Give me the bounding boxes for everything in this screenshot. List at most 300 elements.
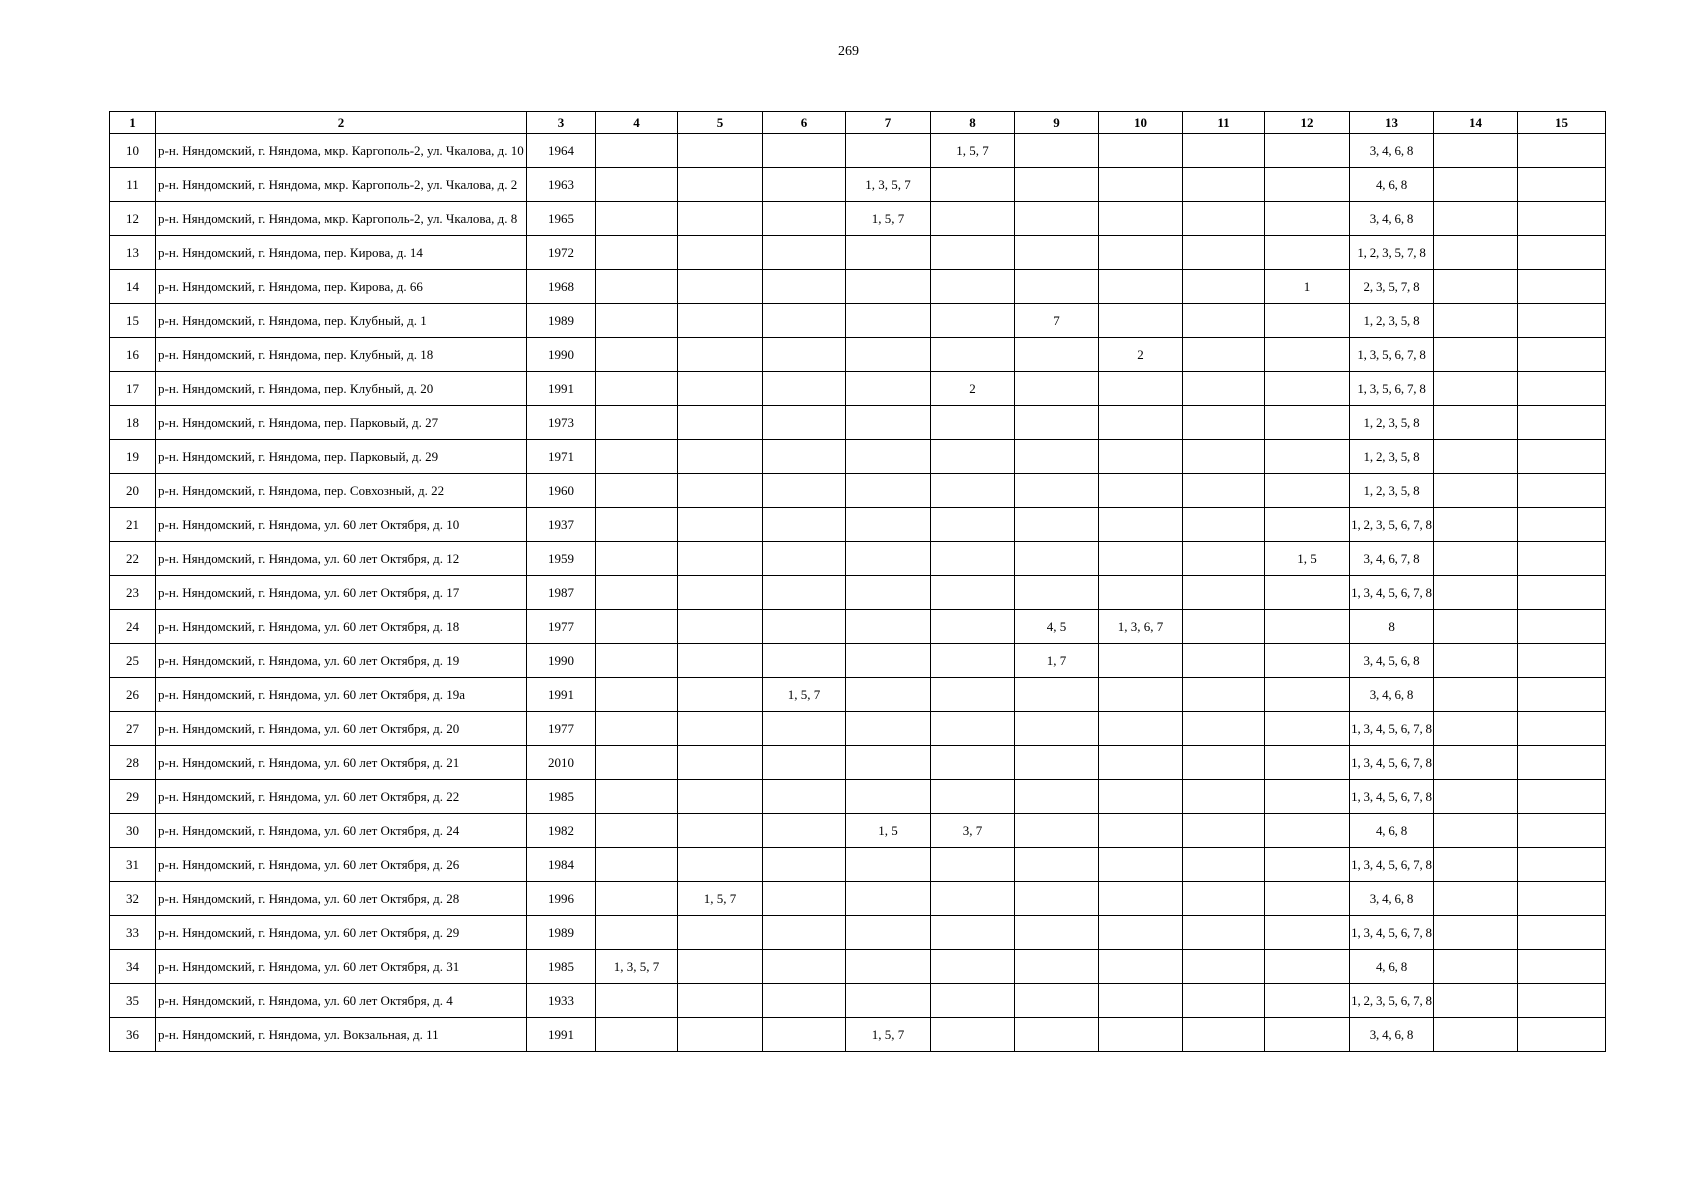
table-cell: 1964 [527,134,596,168]
table-cell [1015,950,1099,984]
table-cell: 29 [110,780,156,814]
table-cell [596,712,678,746]
table-cell [1265,1018,1350,1052]
table-cell: 1959 [527,542,596,576]
table-cell [596,440,678,474]
table-cell [1518,508,1606,542]
table-cell: р-н. Няндомский, г. Няндома, пер. Парковый, д. 29 [156,440,527,474]
column-header: 5 [678,112,763,134]
table-cell [1518,950,1606,984]
table-cell [1099,372,1183,406]
table-cell [678,372,763,406]
table-cell: 4, 6, 8 [1350,950,1434,984]
table-cell [596,984,678,1018]
table-cell [1518,610,1606,644]
table-cell [763,270,846,304]
table-cell [763,372,846,406]
table-cell [678,202,763,236]
table-cell: р-н. Няндомский, г. Няндома, ул. 60 лет Октября, д. 12 [156,542,527,576]
column-header: 11 [1183,112,1265,134]
table-cell [1518,644,1606,678]
table-row [110,202,1606,236]
table-cell [846,950,931,984]
table-cell [1265,304,1350,338]
table-cell [596,576,678,610]
table-row [110,984,1606,1018]
table-cell [931,338,1015,372]
table-cell [1434,236,1518,270]
table-cell [846,236,931,270]
table-cell [931,474,1015,508]
table-cell [1183,746,1265,780]
table-cell [678,746,763,780]
table-cell [1265,746,1350,780]
table-cell: 1, 2, 3, 5, 8 [1350,474,1434,508]
table-cell [1265,406,1350,440]
table-cell [1183,610,1265,644]
table-cell: 17 [110,372,156,406]
table-cell [1015,780,1099,814]
table-cell [1265,780,1350,814]
table-cell: 1, 5 [1265,542,1350,576]
table-cell [1099,1018,1183,1052]
table-cell [1099,440,1183,474]
table-cell [1518,202,1606,236]
table-cell [1518,1018,1606,1052]
table-cell [1099,542,1183,576]
table-cell [763,746,846,780]
table-cell: 33 [110,916,156,950]
table-cell [1518,236,1606,270]
table-cell [763,916,846,950]
table-cell [846,882,931,916]
table-cell [1015,1018,1099,1052]
table-cell [931,644,1015,678]
table-cell [846,304,931,338]
table-cell [1099,168,1183,202]
table-cell [1265,474,1350,508]
table-cell: 1996 [527,882,596,916]
table-cell: 1, 3, 4, 5, 6, 7, 8 [1350,746,1434,780]
table-cell [931,440,1015,474]
table-cell [763,304,846,338]
table-cell [596,746,678,780]
table-row [110,338,1606,372]
table-cell [1183,304,1265,338]
table-cell [678,236,763,270]
table-row [110,168,1606,202]
table-cell [1434,372,1518,406]
table-cell [678,916,763,950]
table-cell [846,406,931,440]
table-cell [678,848,763,882]
table-cell: 1, 3, 5, 7 [846,168,931,202]
column-header: 7 [846,112,931,134]
table-cell [763,236,846,270]
table-cell: 27 [110,712,156,746]
table-cell: 1, 3, 4, 5, 6, 7, 8 [1350,576,1434,610]
table-cell: р-н. Няндомский, г. Няндома, ул. 60 лет Октября, д. 26 [156,848,527,882]
table-cell [596,270,678,304]
table-cell [931,678,1015,712]
table-cell [1518,984,1606,1018]
table-cell: 1, 3, 5, 6, 7, 8 [1350,338,1434,372]
column-header: 8 [931,112,1015,134]
table-cell [846,610,931,644]
table-cell: 1, 5, 7 [763,678,846,712]
table-cell: 35 [110,984,156,1018]
table-cell [1099,304,1183,338]
table-cell [1015,678,1099,712]
table-cell: 1990 [527,338,596,372]
table-cell: р-н. Няндомский, г. Няндома, ул. 60 лет Октября, д. 4 [156,984,527,1018]
table-cell [1099,950,1183,984]
table-cell: 1, 5, 7 [846,1018,931,1052]
table-cell: р-н. Няндомский, г. Няндома, ул. 60 лет Октября, д. 29 [156,916,527,950]
table-cell [1183,916,1265,950]
header-row [110,112,1606,134]
table-cell: 13 [110,236,156,270]
table-cell: 32 [110,882,156,916]
table-cell [763,950,846,984]
table-cell [1015,712,1099,746]
table-cell: р-н. Няндомский, г. Няндома, ул. 60 лет Октября, д. 18 [156,610,527,644]
table-cell [846,440,931,474]
table-cell [1015,916,1099,950]
table-cell [596,542,678,576]
table-cell [931,304,1015,338]
column-header: 4 [596,112,678,134]
table-row [110,304,1606,338]
table-cell [846,644,931,678]
table-cell: 1977 [527,610,596,644]
table-cell [1265,372,1350,406]
table-cell [1183,134,1265,168]
table-cell: 1989 [527,916,596,950]
table-cell: 1985 [527,780,596,814]
column-header: 2 [156,112,527,134]
table-cell [846,984,931,1018]
table-cell: 24 [110,610,156,644]
table-cell [1015,440,1099,474]
table-cell: р-н. Няндомский, г. Няндома, ул. 60 лет Октября, д. 22 [156,780,527,814]
table-cell [678,134,763,168]
column-header: 9 [1015,112,1099,134]
table-cell [931,780,1015,814]
table-cell: 2, 3, 5, 7, 8 [1350,270,1434,304]
table-cell [1015,406,1099,440]
table-cell [931,746,1015,780]
table-cell [931,1018,1015,1052]
table-cell [1099,270,1183,304]
table-cell [1518,372,1606,406]
table-cell [596,848,678,882]
table-cell [1434,610,1518,644]
table-cell [596,338,678,372]
table-cell [1099,848,1183,882]
table-cell: р-н. Няндомский, г. Няндома, ул. Вокзальная, д. 11 [156,1018,527,1052]
table-cell [1183,542,1265,576]
table-cell [1434,338,1518,372]
table-cell [763,712,846,746]
table-cell [1265,576,1350,610]
table-cell [1099,916,1183,950]
table-row [110,746,1606,780]
table-cell: 1937 [527,508,596,542]
table-cell [846,270,931,304]
table-cell [1434,950,1518,984]
table-row [110,780,1606,814]
table-cell: р-н. Няндомский, г. Няндома, ул. 60 лет Октября, д. 19а [156,678,527,712]
table-cell [1183,678,1265,712]
table-cell [1099,984,1183,1018]
table-cell [1518,440,1606,474]
table-cell: 1933 [527,984,596,1018]
table-row [110,372,1606,406]
table-cell [596,882,678,916]
table-cell [596,644,678,678]
table-cell: 1991 [527,678,596,712]
table-cell: 1, 3, 4, 5, 6, 7, 8 [1350,848,1434,882]
column-header: 6 [763,112,846,134]
table-body [110,134,1606,1052]
column-header: 10 [1099,112,1183,134]
table-cell [931,508,1015,542]
table-cell [1183,712,1265,746]
table-cell [678,814,763,848]
table-cell [596,236,678,270]
table-cell [678,406,763,440]
table-cell: 1, 3, 5, 7 [596,950,678,984]
table-cell [1265,882,1350,916]
table-cell: 1977 [527,712,596,746]
table-cell: р-н. Няндомский, г. Няндома, ул. 60 лет Октября, д. 28 [156,882,527,916]
table-cell [763,406,846,440]
table-cell [1099,202,1183,236]
table-cell [678,168,763,202]
table-cell: 3, 4, 5, 6, 8 [1350,644,1434,678]
table-row [110,542,1606,576]
table-cell [1518,746,1606,780]
table-cell: 1965 [527,202,596,236]
table-cell [763,814,846,848]
table-cell: 2010 [527,746,596,780]
column-header: 1 [110,112,156,134]
table-cell [1265,508,1350,542]
table-cell [931,168,1015,202]
table-cell [1265,848,1350,882]
table-cell [596,202,678,236]
table-cell: р-н. Няндомский, г. Няндома, пер. Совхозный, д. 22 [156,474,527,508]
table-cell [1434,440,1518,474]
table-cell: 30 [110,814,156,848]
table-cell: 22 [110,542,156,576]
table-cell [678,984,763,1018]
table-cell: р-н. Няндомский, г. Няндома, пер. Кирова, д. 14 [156,236,527,270]
table-cell: 4, 6, 8 [1350,168,1434,202]
table-cell: 4, 5 [1015,610,1099,644]
table-cell: р-н. Няндомский, г. Няндома, пер. Кирова, д. 66 [156,270,527,304]
table-row [110,1018,1606,1052]
table-cell [1015,848,1099,882]
table-cell [1518,916,1606,950]
table-cell [678,508,763,542]
data-table [109,111,1606,1052]
table-cell [678,644,763,678]
table-cell [1518,406,1606,440]
table-cell [763,202,846,236]
table-cell [1183,406,1265,440]
table-cell [1015,576,1099,610]
table-cell [763,134,846,168]
table-cell [1183,270,1265,304]
table-cell [763,848,846,882]
table-cell [931,984,1015,1018]
table-cell: 31 [110,848,156,882]
table-cell [1518,338,1606,372]
table-cell [596,304,678,338]
table-row [110,508,1606,542]
table-cell [596,508,678,542]
table-cell [1434,882,1518,916]
table-cell [1434,984,1518,1018]
table-cell [1015,338,1099,372]
table-cell: 1, 5, 7 [678,882,763,916]
table-cell [1183,576,1265,610]
table-cell: 1, 3, 6, 7 [1099,610,1183,644]
table-cell [1015,236,1099,270]
table-cell [678,712,763,746]
table-cell [596,406,678,440]
table-cell [846,780,931,814]
table-cell [1183,984,1265,1018]
table-cell: 1, 7 [1015,644,1099,678]
table-cell [846,712,931,746]
table-cell [1099,678,1183,712]
table-cell [1183,474,1265,508]
column-header: 13 [1350,112,1434,134]
table-cell: 1985 [527,950,596,984]
table-cell [1434,746,1518,780]
table-cell: 1, 2, 3, 5, 6, 7, 8 [1350,984,1434,1018]
table-cell [763,610,846,644]
table-cell [931,610,1015,644]
table-row [110,134,1606,168]
table-cell [846,916,931,950]
table-cell [1265,950,1350,984]
table-row [110,678,1606,712]
table-cell: 1963 [527,168,596,202]
table-cell: 20 [110,474,156,508]
table-cell: 1991 [527,1018,596,1052]
table-cell [1265,338,1350,372]
table-cell: р-н. Няндомский, г. Няндома, мкр. Каргополь-2, ул. Чкалова, д. 2 [156,168,527,202]
table-cell [846,678,931,712]
table-cell [1434,644,1518,678]
table-cell [678,1018,763,1052]
table-cell: р-н. Няндомский, г. Няндома, мкр. Каргополь-2, ул. Чкалова, д. 10 [156,134,527,168]
table-cell [596,134,678,168]
table-cell: 1, 3, 4, 5, 6, 7, 8 [1350,916,1434,950]
table-cell [1434,916,1518,950]
table-cell [846,338,931,372]
table-cell [1183,508,1265,542]
table-cell: 19 [110,440,156,474]
table-cell [1434,678,1518,712]
table-cell [1015,168,1099,202]
table-cell: 34 [110,950,156,984]
table-cell [1518,270,1606,304]
table-cell [931,270,1015,304]
table-cell [763,780,846,814]
table-cell [1099,712,1183,746]
table-cell [1434,542,1518,576]
table-cell: 1984 [527,848,596,882]
table-cell: 1982 [527,814,596,848]
table-cell [678,304,763,338]
table-cell [931,950,1015,984]
table-cell [1434,780,1518,814]
table-cell [846,848,931,882]
table-cell [1518,814,1606,848]
table-cell: 2 [931,372,1015,406]
table-row [110,270,1606,304]
table-cell [678,338,763,372]
column-header: 15 [1518,112,1606,134]
table-cell [1183,1018,1265,1052]
page-number: 269 [838,44,859,59]
table-row [110,440,1606,474]
table-cell [678,542,763,576]
table-cell: р-н. Няндомский, г. Няндома, ул. 60 лет Октября, д. 24 [156,814,527,848]
table-row [110,644,1606,678]
table-cell [1015,882,1099,916]
table-cell [1434,270,1518,304]
table-cell [763,1018,846,1052]
table-cell [763,882,846,916]
table-cell [1015,474,1099,508]
table-cell [1099,644,1183,678]
table-cell [1183,644,1265,678]
table-row [110,576,1606,610]
table-cell [931,202,1015,236]
table-cell [1518,678,1606,712]
table-cell [846,134,931,168]
table-cell [1434,202,1518,236]
table-cell [678,440,763,474]
table-cell [1434,474,1518,508]
table-cell [1434,576,1518,610]
table-cell: 3, 7 [931,814,1015,848]
table-cell [846,372,931,406]
table-cell: 4, 6, 8 [1350,814,1434,848]
table-cell [1265,134,1350,168]
table-cell [596,780,678,814]
table-cell: 3, 4, 6, 8 [1350,678,1434,712]
table-cell [678,950,763,984]
table-cell: 28 [110,746,156,780]
table-cell: 1, 3, 4, 5, 6, 7, 8 [1350,780,1434,814]
table-cell [596,678,678,712]
table-cell [1183,950,1265,984]
table-cell [763,576,846,610]
table-cell [1183,780,1265,814]
table-cell [1265,202,1350,236]
table-cell [1265,814,1350,848]
table-cell: 12 [110,202,156,236]
table-cell [931,576,1015,610]
table-cell [931,882,1015,916]
